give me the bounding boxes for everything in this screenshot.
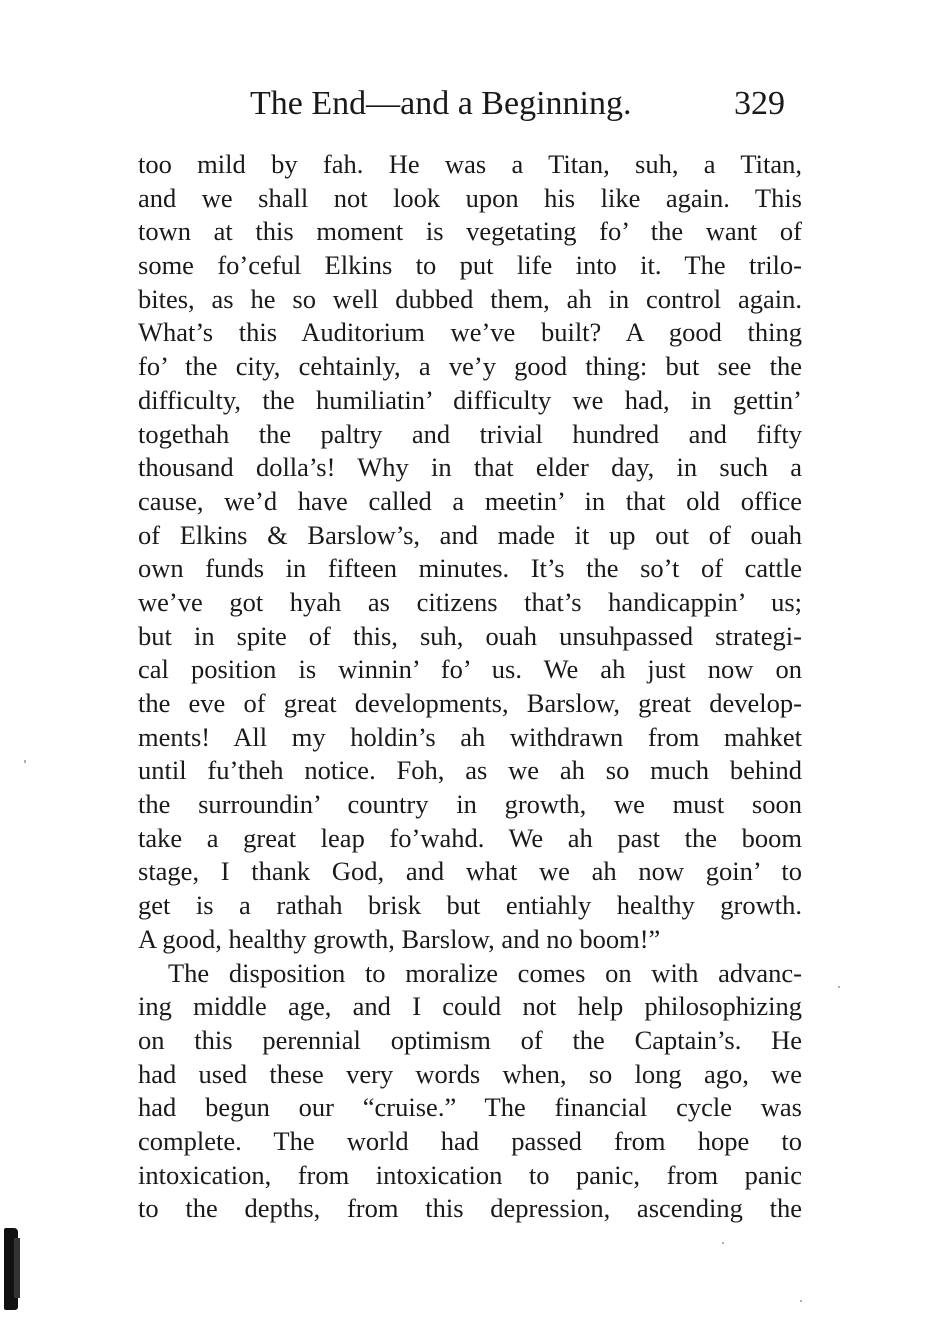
text-line: had used these very words when, so long ago, we: [138, 1058, 802, 1089]
scan-speck: [800, 1300, 802, 1302]
text-line: cal position is winnin’ fo’ us. We ah just now on: [138, 654, 802, 685]
text-line: the surroundin’ country in growth, we must soon: [138, 789, 802, 820]
text-line: the eve of great developments, Barslow, great develop-: [138, 688, 802, 718]
text-line: but in spite of this, suh, ouah unsuhpassed strategi-: [138, 620, 802, 651]
text-line: town at this moment is vegetating fo’ the want of: [138, 216, 802, 247]
text-line: we’ve got hyah as citizens that’s handicappin’ us;: [138, 586, 802, 617]
text-line: ing middle age, and I could not help philosophizing: [138, 991, 802, 1022]
scan-speck: [722, 1242, 724, 1244]
text-line: take a great leap fo’wahd. We ah past the boom: [138, 822, 802, 853]
text-line: intoxication, from intoxication to panic, from panic: [138, 1159, 802, 1190]
text-line: ments! All my holdin’s ah withdrawn from mahket: [138, 721, 802, 752]
running-head: [250, 82, 810, 126]
text-line: togethah the paltry and trivial hundred and fifty: [138, 418, 802, 449]
text-line: fo’ the city, cehtainly, a ve’y good thing: but see the: [138, 351, 802, 382]
text-line: had begun our “cruise.” The financial cycle was: [138, 1092, 802, 1123]
text-line: too mild by fah. He was a Titan, suh, a Titan,: [138, 149, 802, 179]
scan-speck: [838, 986, 840, 988]
text-line: cause, we’d have called a meetin’ in that old office: [138, 485, 802, 516]
text-line: stage, I thank God, and what we ah now goin’ to: [138, 856, 802, 887]
text-line: difficulty, the humiliatin’ difficulty we had, in gettin’: [138, 384, 802, 415]
text-line: some fo’ceful Elkins to put life into it. The trilo-: [138, 250, 802, 281]
text-line: of Elkins & Barslow’s, and made it up out of ouah: [138, 519, 802, 550]
text-line: own funds in fifteen minutes. It’s the so’t of cattle: [138, 553, 802, 584]
text-line: What’s this Auditorium we’ve built? A good thing: [138, 317, 802, 348]
page-number: 329: [734, 85, 785, 122]
text-line: get is a rathah brisk but entiahly healthy growth.: [138, 890, 802, 921]
text-line: A good, healthy growth, Barslow, and no boom!”: [138, 923, 661, 954]
scan-speck: [24, 760, 26, 763]
paragraph-start-line: The disposition to moralize comes on with advanc-: [168, 957, 802, 988]
text-line: and we shall not look upon his like again. This: [138, 182, 802, 213]
text-line: until fu’theh notice. Foh, as we ah so much behind: [138, 755, 802, 786]
chapter-title: The End—and a Beginning.: [250, 85, 632, 122]
text-line: bites, as he so well dubbed them, ah in control again.: [138, 283, 802, 314]
text-line: on this perennial optimism of the Captain’s. He: [138, 1024, 802, 1055]
text-line: thousand dolla’s! Why in that elder day, in such a: [138, 452, 802, 483]
text-line: to the depths, from this depression, ascending the: [138, 1193, 802, 1224]
body-text: [138, 148, 802, 1226]
scan-binding-edge: [4, 1228, 18, 1310]
text-line: complete. The world had passed from hope to: [138, 1125, 802, 1156]
